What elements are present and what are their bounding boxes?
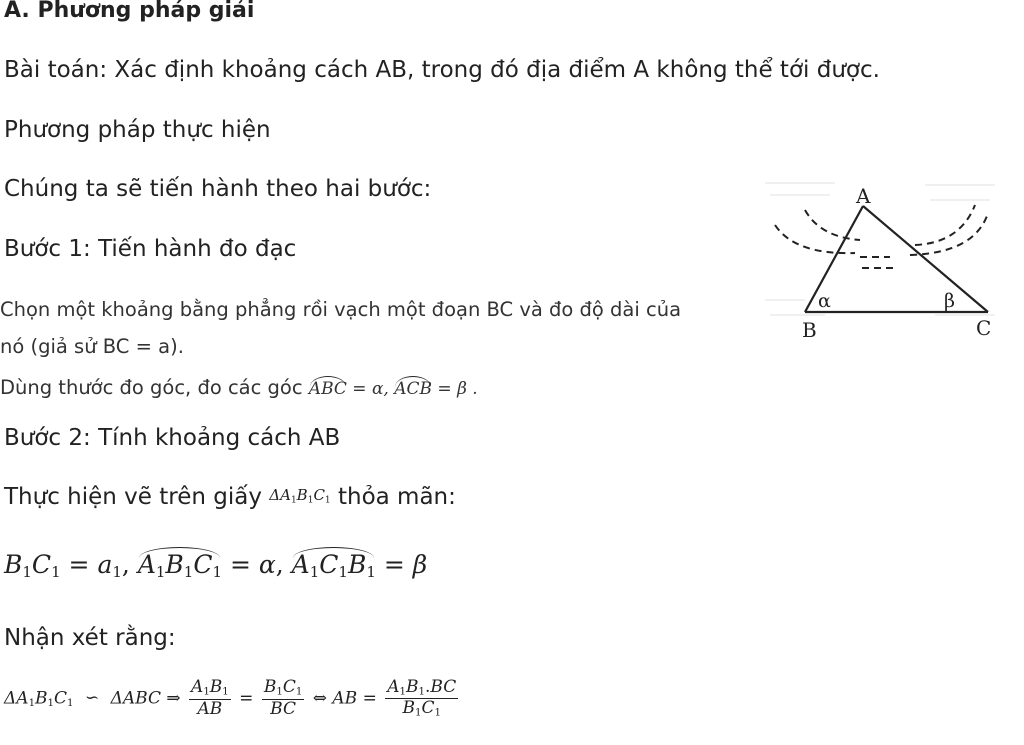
triangle-figure: [760, 165, 1010, 355]
step2-draw-line: [4, 484, 456, 510]
condition-formula: $B_1C_1 = a_1$, $A_1B_1C_1 = \alpha$, $A_1C_1B_1 = \beta$: [4, 550, 428, 581]
vertex-label-c: C: [976, 316, 992, 340]
steps-intro: Chúng ta sẽ tiến hành theo hai bước:: [4, 176, 432, 202]
section-heading: A. Phương pháp giải: [4, 0, 255, 23]
step1-angle-text: Dùng thước đo góc, đo các góc: [0, 376, 303, 399]
step1-text-line1: Chọn một khoảng bằng phẳng rồi vạch một đoạn BC và đo độ dài của: [0, 298, 682, 321]
triangle-a1b1c1: $\Delta A_1B_1C_1$: [269, 486, 331, 506]
step2-draw-text: Thực hiện vẽ trên giấy: [4, 484, 262, 510]
vertex-label-b: B: [802, 318, 817, 342]
angle-label-beta: β: [944, 290, 955, 312]
step1-angle-line: [0, 376, 478, 399]
similarity-formula: $\Delta A_1B_1C_1$ ∽ ΔABC ⇒ $\frac{A_1B_1}{AB}$ = $\frac{B_1C_1}{BC}$ ⇔ AB = $\frac{A_1B_1.BC}{B_1C_1}$: [4, 677, 457, 719]
vertex-label-a: A: [856, 184, 871, 208]
angle-label-alpha: α: [818, 290, 831, 312]
problem-statement: Bài toán: Xác định khoảng cách AB, trong đó địa điểm A không thể tới được.: [4, 57, 880, 83]
step1-title: Bước 1: Tiến hành đo đạc: [4, 236, 297, 262]
method-title: Phương pháp thực hiện: [4, 117, 271, 143]
step2-title: Bước 2: Tính khoảng cách AB: [4, 425, 341, 451]
step1-text-line2: nó (giả sử BC = a).: [0, 335, 184, 358]
remark: Nhận xét rằng:: [4, 625, 176, 651]
step2-draw-suffix: thỏa mãn:: [337, 484, 456, 510]
angle-formula: ABC = α, ACB = β .: [308, 379, 478, 399]
